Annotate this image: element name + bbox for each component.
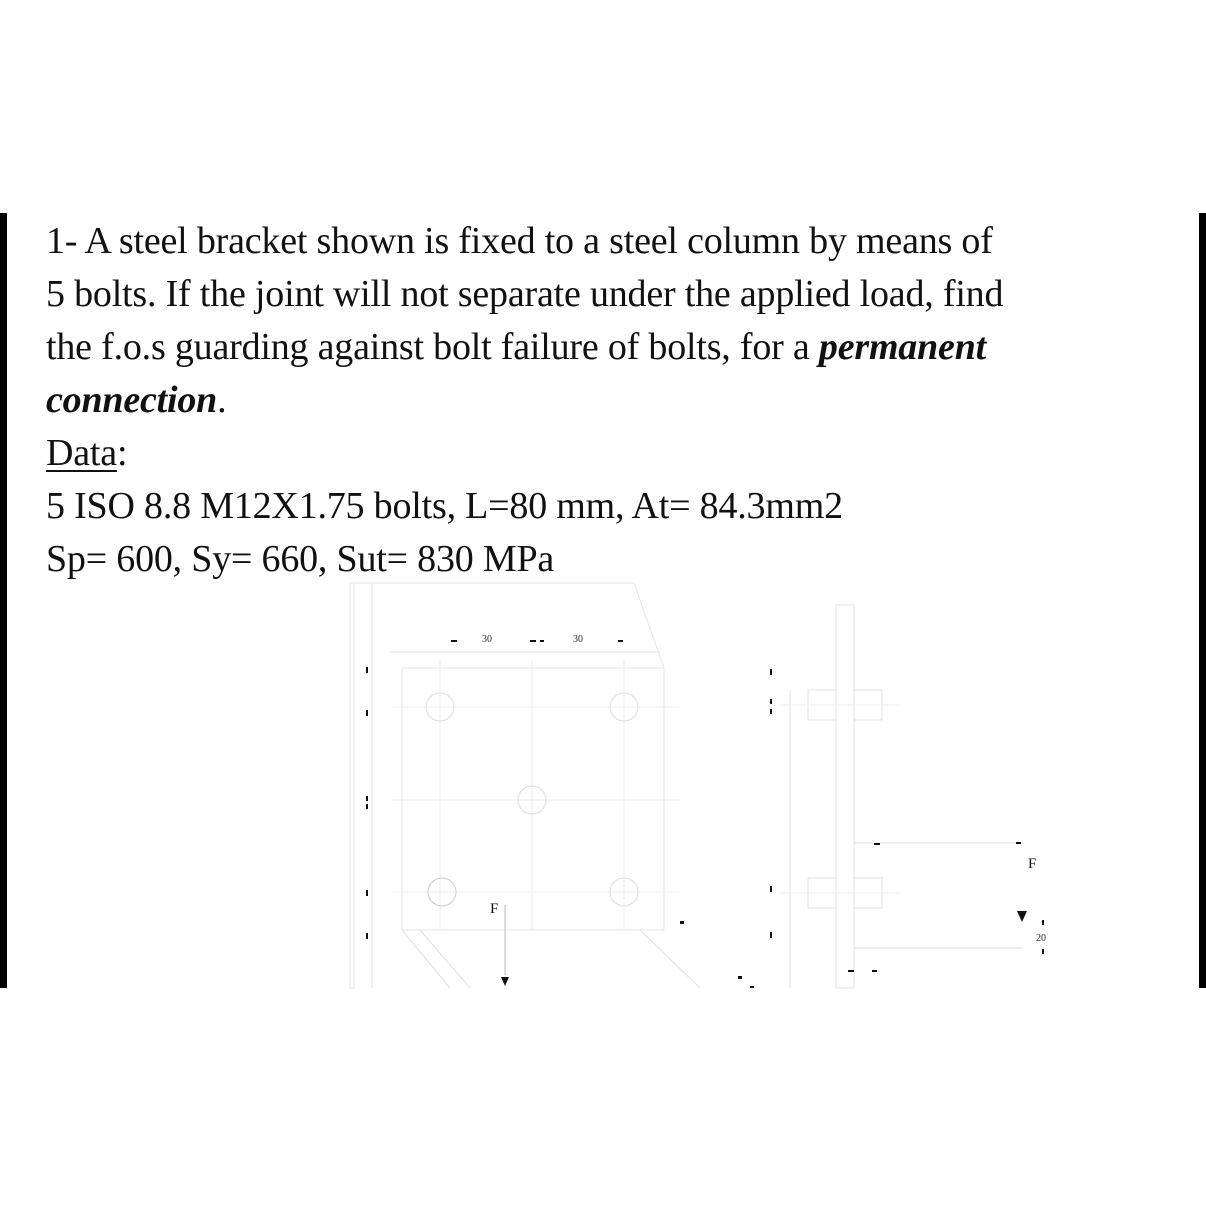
load-label-side: F [1028,856,1037,872]
data-line-1: 5 ISO 8.8 M12X1.75 bolts, L=80 mm, At= 84.3mm2 [46,485,843,527]
front-view [350,583,700,988]
problem-line-1: 1- A steel bracket shown is fixed to a steel column by means of [46,220,993,262]
load-arrow-side [1017,911,1027,922]
data-heading-colon: : [116,432,128,474]
side-view-dimensions [770,669,1046,972]
dim-30-right: 30 [573,634,583,645]
load-arrow-front [501,977,509,986]
dim-30-left: 30 [482,634,492,645]
permanent-emphasis: permanent [818,326,986,368]
connection-emphasis: connection [46,379,218,421]
data-line-2: Sp= 600, Sy= 660, Sut= 830 MPa [46,538,555,580]
load-label-front: F [490,901,499,917]
problem-line-3-text: the f.o.s guarding against bolt failure of bolts, for a [46,326,819,368]
problem-line-4-end: . [217,379,227,421]
side-view [780,605,1022,988]
column-left-edge [350,583,354,988]
data-heading: Data [46,432,117,474]
side-column-plate [836,605,854,988]
problem-line-2: 5 bolts. If the joint will not separate under the applied load, find [46,273,1004,315]
dim-20: 20 [1036,933,1046,944]
